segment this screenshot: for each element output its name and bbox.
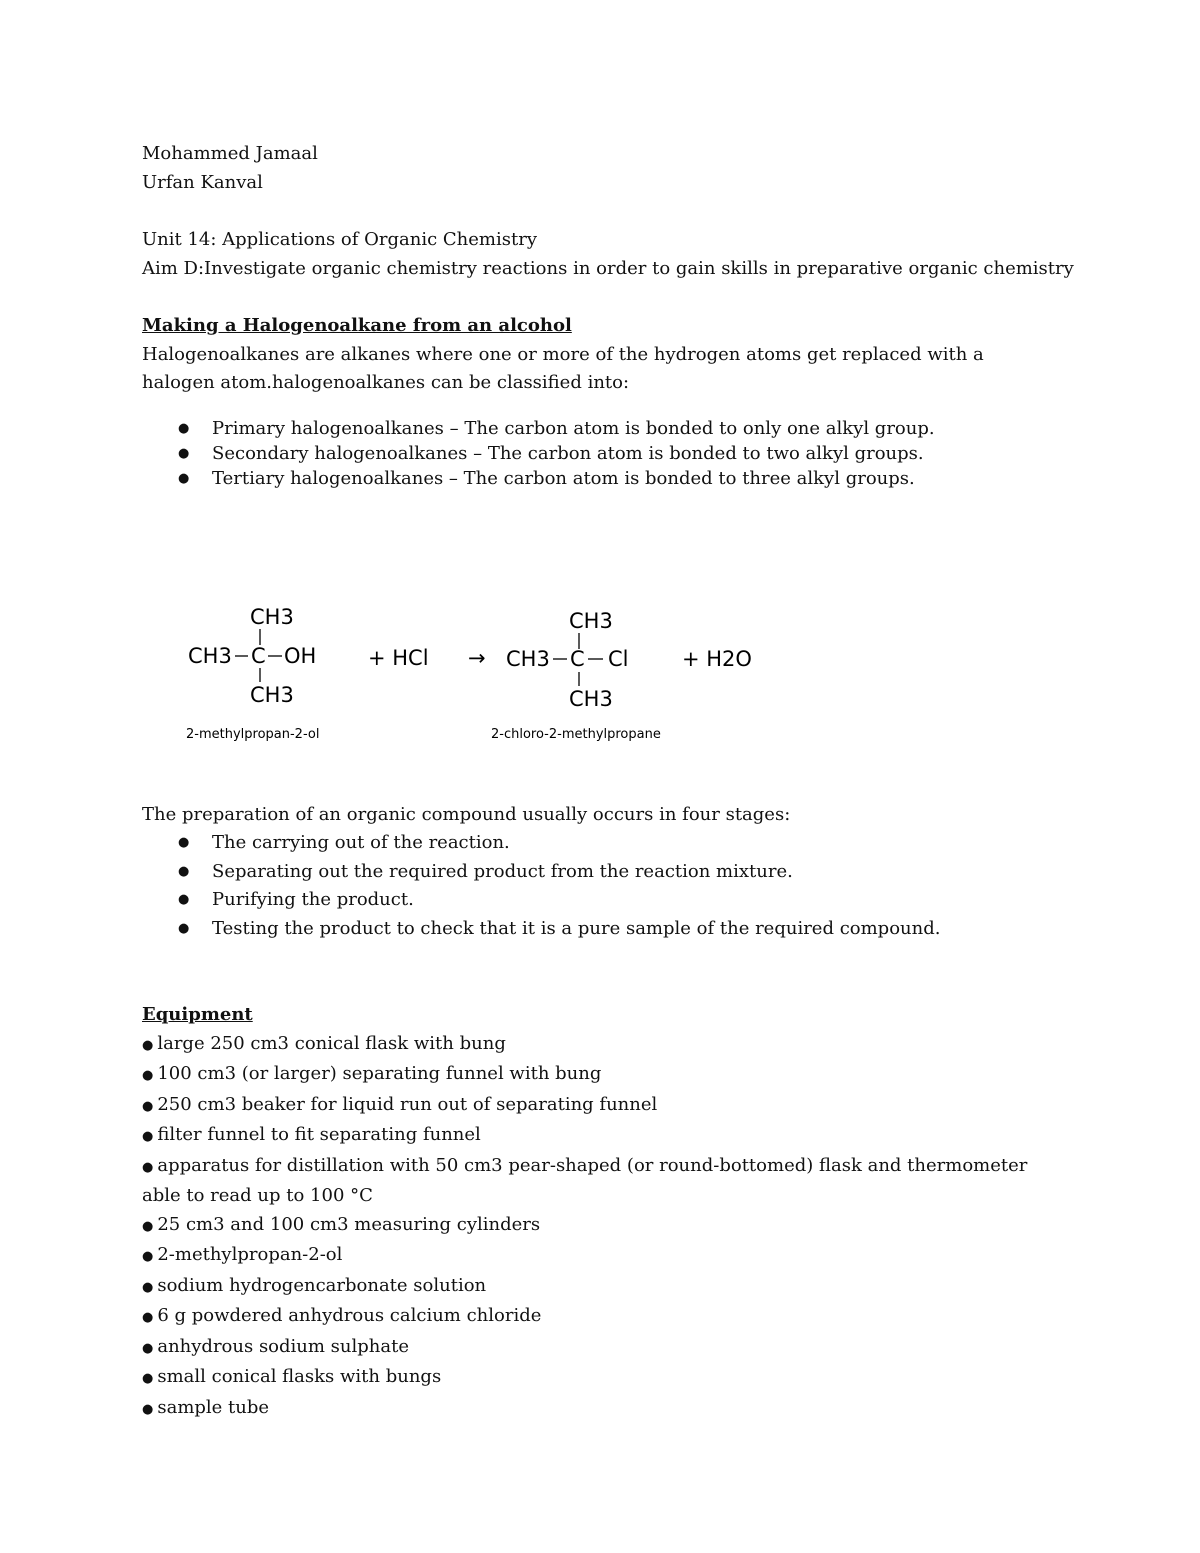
product-left-group: CH3 bbox=[506, 647, 550, 671]
list-item: ● 25 cm3 and 100 cm3 measuring cylinders bbox=[142, 1213, 541, 1235]
product-bottom-group: CH3 bbox=[569, 687, 613, 711]
list-item: ● The carrying out of the reaction. bbox=[142, 829, 1062, 858]
equipment-list bbox=[142, 1030, 1052, 1425]
bullet-icon: ● bbox=[178, 445, 190, 461]
bullet-icon: ● bbox=[142, 1037, 154, 1053]
list-item: ● 100 cm3 (or larger) separating funnel with bung bbox=[142, 1063, 602, 1084]
reactant-left-group: CH3 bbox=[188, 644, 232, 668]
preparation-intro: The preparation of an organic compound usually occurs in four stages: bbox=[142, 803, 791, 825]
list-item: ● anhydrous sodium sulphate bbox=[142, 1335, 410, 1357]
bullet-icon: ● bbox=[142, 1401, 154, 1417]
bullet-icon: ● bbox=[142, 1098, 154, 1114]
list-item: ● 2-methylpropan-2-ol bbox=[142, 1244, 343, 1265]
author-name-1: Mohammed Jamaal bbox=[142, 143, 318, 164]
reactant-bottom-group: CH3 bbox=[250, 683, 294, 707]
product-center-atom: C bbox=[570, 647, 585, 671]
list-item: ● sample tube bbox=[142, 1396, 270, 1418]
reactant-right-group: OH bbox=[284, 644, 317, 668]
list-item: ● Tertiary halogenoalkanes – The carbon atom is bonded to three alkyl groups. bbox=[178, 467, 915, 489]
section-heading-halogenoalkane: Making a Halogenoalkane from an alcohol bbox=[142, 315, 572, 336]
product-right-group: Cl bbox=[608, 647, 629, 671]
list-item: ● apparatus for distillation with 50 cm3 pear-shaped (or round-bottomed) flask and thermometer able to read up to 100 °C bbox=[142, 1154, 1028, 1206]
list-item: ● small conical flasks with bungs bbox=[142, 1366, 442, 1387]
reagent-label: + HCl bbox=[368, 646, 429, 670]
preparation-stages-list bbox=[142, 829, 1062, 943]
aim-statement: Aim D:Investigate organic chemistry reactions in order to gain skills in preparative organic chemistry bbox=[142, 257, 1074, 279]
bullet-icon: ● bbox=[142, 1310, 154, 1325]
bullet-icon: ● bbox=[142, 1279, 154, 1295]
bullet-icon: ● bbox=[142, 1340, 154, 1356]
list-item: ● Separating out the required product from the reaction mixture. bbox=[142, 858, 1062, 887]
bullet-icon: ● bbox=[178, 420, 190, 436]
reaction-diagram bbox=[178, 590, 778, 750]
list-item: ● 6 g powdered anhydrous calcium chloride bbox=[142, 1305, 542, 1326]
bullet-icon: ● bbox=[142, 1371, 154, 1386]
bullet-icon: ● bbox=[178, 920, 190, 936]
list-item: ● filter funnel to fit separating funnel bbox=[142, 1124, 481, 1145]
unit-title: Unit 14: Applications of Organic Chemistry bbox=[142, 229, 537, 250]
author-name-2: Urfan Kanval bbox=[142, 171, 263, 193]
reactant-center-atom: C bbox=[251, 644, 266, 668]
document-page bbox=[142, 140, 1074, 1424]
bullet-icon: ● bbox=[142, 1218, 154, 1234]
product-name: 2-chloro-2-methylpropane bbox=[491, 727, 661, 742]
list-item: ● Testing the product to check that it is a pure sample of the required compound. bbox=[142, 915, 1062, 944]
arrow-icon: → bbox=[468, 646, 486, 670]
halogenoalkane-intro: Halogenoalkanes are alkanes where one or more of the hydrogen atoms get replaced with a halogen atom.halogenoalkanes can be classified into: bbox=[142, 343, 984, 393]
reactant-top-group: CH3 bbox=[250, 605, 294, 629]
bullet-icon: ● bbox=[178, 892, 190, 907]
list-item: ● Primary halogenoalkanes – The carbon atom is bonded to only one alkyl group. bbox=[178, 417, 935, 439]
product-top-group: CH3 bbox=[569, 609, 613, 633]
bullet-icon: ● bbox=[142, 1249, 154, 1264]
bullet-icon: ● bbox=[178, 863, 190, 879]
list-item: ● sodium hydrogencarbonate solution bbox=[142, 1274, 487, 1296]
bullet-icon: ● bbox=[178, 835, 190, 850]
list-item: ● large 250 cm3 conical flask with bung bbox=[142, 1032, 506, 1054]
list-item: ● 250 cm3 beaker for liquid run out of separating funnel bbox=[142, 1093, 658, 1115]
bullet-icon: ● bbox=[142, 1159, 154, 1175]
reactant-name: 2-methylpropan-2-ol bbox=[186, 727, 320, 742]
classification-list bbox=[142, 416, 1062, 491]
list-item: ● Secondary halogenoalkanes – The carbon atom is bonded to two alkyl groups. bbox=[178, 442, 924, 464]
bullet-icon: ● bbox=[178, 470, 190, 486]
bullet-icon: ● bbox=[142, 1129, 154, 1144]
bullet-icon: ● bbox=[142, 1068, 154, 1083]
byproduct-label: + H2O bbox=[682, 647, 752, 671]
list-item: ● Purifying the product. bbox=[142, 886, 1062, 915]
section-heading-equipment: Equipment bbox=[142, 1004, 253, 1025]
